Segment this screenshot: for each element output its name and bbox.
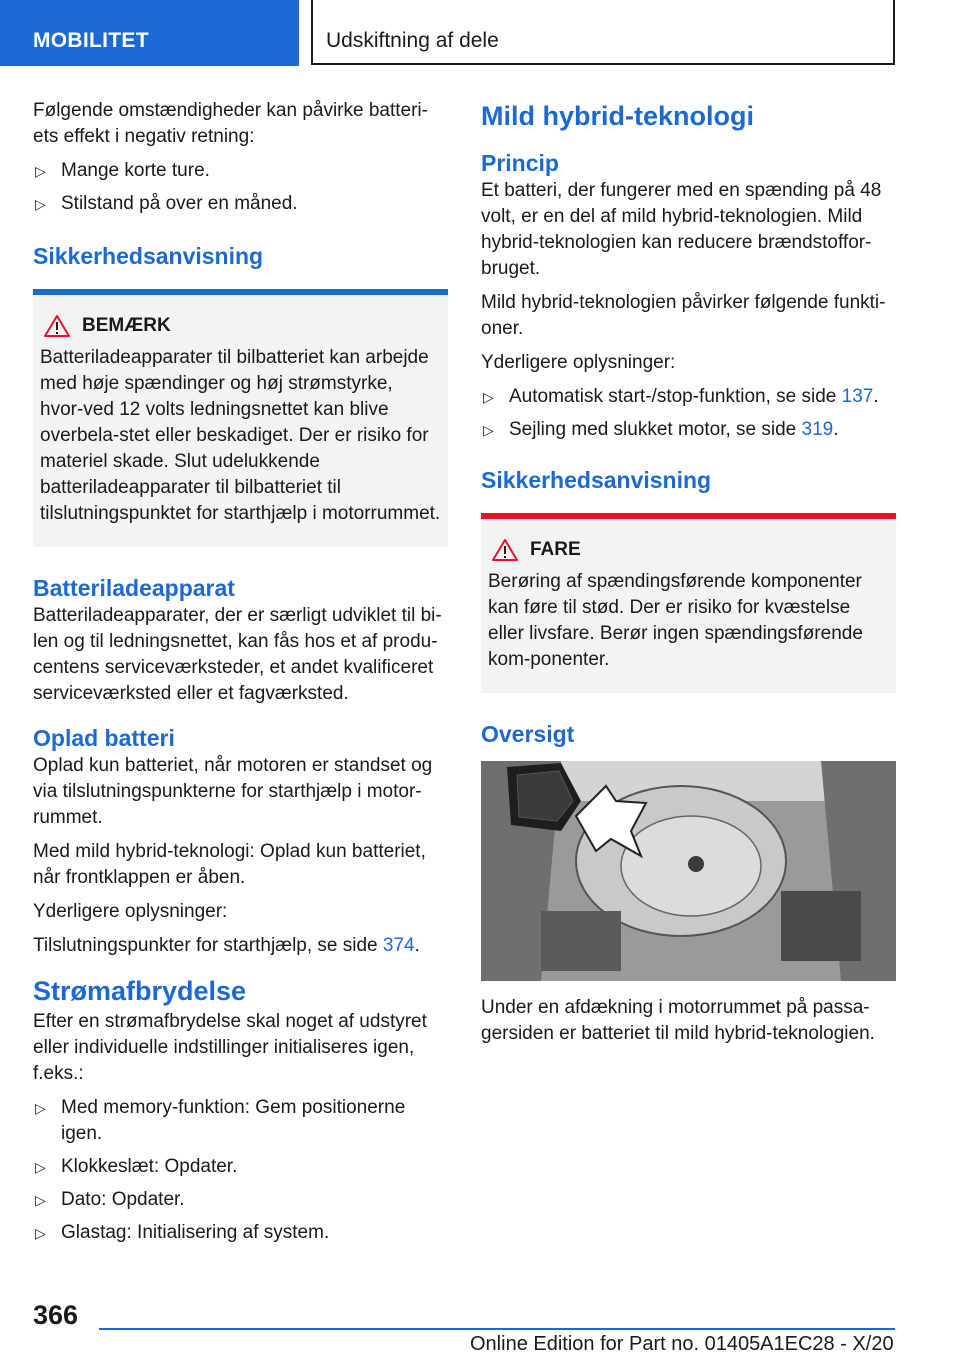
notice-box <box>33 289 448 547</box>
danger-title: FARE <box>488 537 889 563</box>
principle-text-3: Yderligere oplysninger: <box>481 352 676 373</box>
intro-list <box>33 158 448 217</box>
charger-heading: Batteriladeapparat <box>33 575 235 601</box>
power-heading: Strømafbrydelse <box>33 976 247 1006</box>
list-item: ▷ Mange korte ture. <box>33 158 448 184</box>
principle-text-2: Mild hybrid-teknologien påvirker følgende funkti-oner. <box>481 292 886 339</box>
charge-heading: Oplad batteri <box>33 725 175 751</box>
page-link[interactable]: 374 <box>382 935 415 956</box>
safety-heading: Sikkerhedsanvisning <box>481 467 712 493</box>
triangle-right-icon: ▷ <box>35 1225 46 1241</box>
charger-text: Batteriladeapparater, der er særligt udviklet til bi-len og til ledningsnettet, kan fås hos et af produ-centens serviceværksteder, et andet kvalificeret serviceværksted eller et fagværksted. <box>33 605 442 704</box>
section-tab <box>0 0 299 66</box>
list-item: ▷ Sejling med slukket motor, se side 319. <box>481 417 896 443</box>
overview-caption: Under en afdækning i motorrummet på passa-gersiden er batteriet til mild hybrid-teknologien. <box>481 997 875 1044</box>
right-column <box>481 98 896 1055</box>
page-link[interactable]: 319 <box>801 419 834 440</box>
charge-text-2: Med mild hybrid-teknologi: Oplad kun batteriet, når frontklappen er åben. <box>33 841 426 888</box>
intro-text: Følgende omstændigheder kan påvirke batteri-ets effekt i negativ retning: <box>33 100 428 147</box>
list-item: ▷ Dato: Opdater. <box>33 1187 448 1213</box>
principle-heading: Princip <box>481 150 559 176</box>
triangle-right-icon: ▷ <box>35 163 46 179</box>
warning-triangle-icon <box>44 315 70 337</box>
chapter-title: Udskiftning af dele <box>326 29 499 52</box>
list-item: ▷ Stilstand på over en måned. <box>33 191 448 217</box>
section-title: MOBILITET <box>33 29 149 52</box>
footer-divider <box>99 1328 895 1330</box>
safety-heading: Sikkerhedsanvisning <box>33 243 264 269</box>
charge-text-3: Yderligere oplysninger: <box>33 901 228 922</box>
list-item: ▷ Med memory-funktion: Gem positionerne igen. <box>35 1097 406 1144</box>
edition-text: Online Edition for Part no. 01405A1EC28 - X/20 <box>470 1333 894 1355</box>
triangle-right-icon: ▷ <box>483 422 494 438</box>
page-link[interactable]: 137 <box>841 386 874 407</box>
engine-bay-illustration <box>481 761 896 981</box>
triangle-right-icon: ▷ <box>35 196 46 212</box>
danger-box <box>481 513 896 693</box>
danger-text: Berøring af spændingsførende komponenter kan føre til stød. Der er risiko for kvæstelse eller livsfare. Berør ingen spændingsførende kom-ponenter. <box>488 571 863 670</box>
notice-text: Batteriladeapparater til bilbatteriet kan arbejde med høje spændinger og høj strømstyrke, hvor-ved 12 volts ledningsnettet kan blive overbela-stet eller beskadiget. Der er risiko for materiel skade. Slut udelukkende batteriladeapparater til bilbatteriet til tilslutningspunktet for starthjælp i motorrummet. <box>40 347 441 524</box>
overview-heading: Oversigt <box>481 721 575 747</box>
power-list <box>33 1095 448 1246</box>
chapter-tab <box>311 0 895 65</box>
mild-hybrid-heading: Mild hybrid-teknologi <box>481 101 754 131</box>
list-item: ▷ Automatisk start-/stop-funktion, se side 137. <box>481 384 896 410</box>
list-item: ▷ Glastag: Initialisering af system. <box>33 1220 448 1246</box>
page-number: 366 <box>33 1300 79 1330</box>
principle-text-1: Et batteri, der fungerer med en spænding på 48 volt, er en del af mild hybrid-teknologien. Mild hybrid-teknologien kan reducere brændstoffor-bruget. <box>481 180 882 279</box>
notice-title: BEMÆRK <box>40 313 441 339</box>
left-column <box>33 98 448 1254</box>
charge-text-4: Tilslutningspunkter for starthjælp, se side 374. <box>33 935 420 956</box>
triangle-right-icon: ▷ <box>483 389 494 405</box>
triangle-right-icon: ▷ <box>35 1159 46 1175</box>
triangle-right-icon: ▷ <box>35 1192 46 1208</box>
engine-bay-photo <box>481 761 896 981</box>
triangle-right-icon: ▷ <box>35 1100 46 1116</box>
warning-triangle-icon <box>492 539 518 561</box>
list-item: ▷ Klokkeslæt: Opdater. <box>33 1154 448 1180</box>
charge-text-1: Oplad kun batteriet, når motoren er standset og via tilslutningspunkterne for starthjælp i motor-rummet. <box>33 755 433 828</box>
principle-list <box>481 384 896 443</box>
power-text: Efter en strømafbrydelse skal noget af udstyret eller individuelle indstillinger initialiseres igen, f.eks.: <box>33 1011 427 1084</box>
